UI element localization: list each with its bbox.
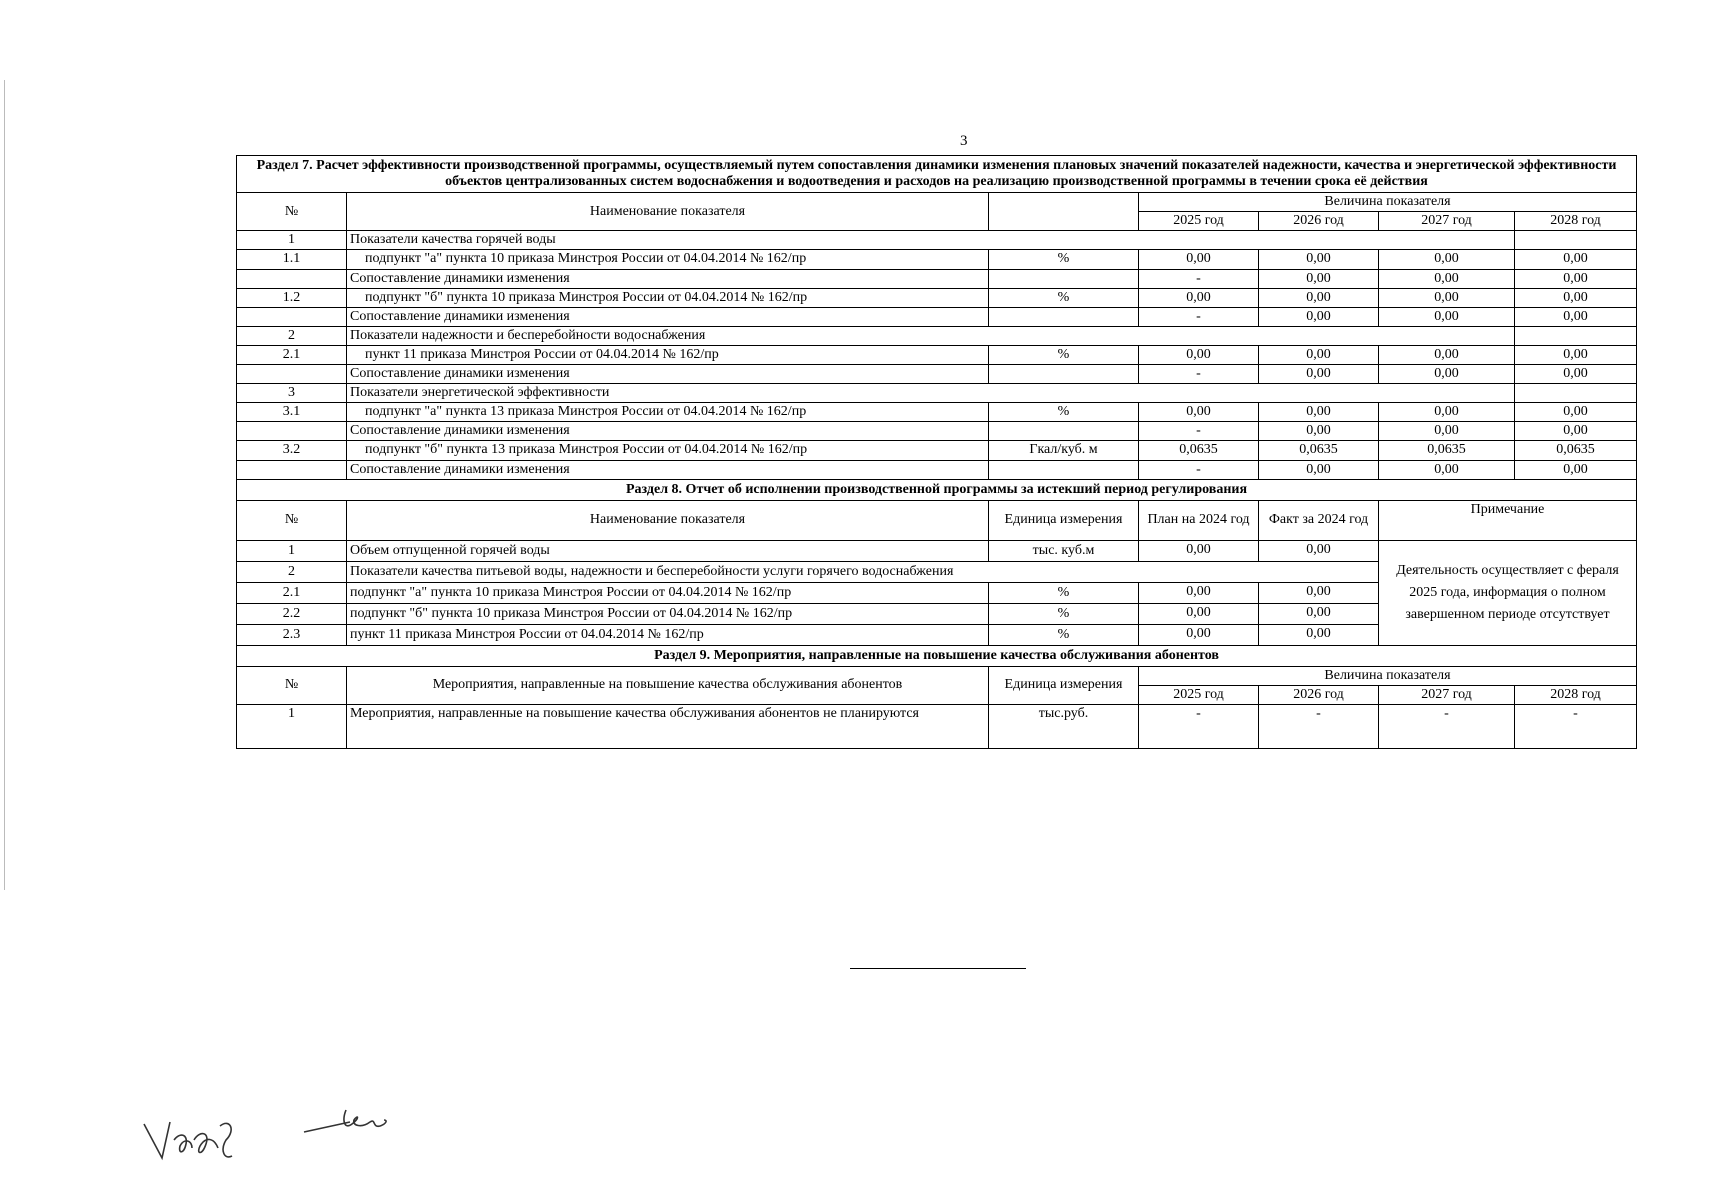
row-number bbox=[237, 307, 347, 326]
unit-cell: % bbox=[989, 288, 1139, 307]
col-unit-header: Единица измерения bbox=[989, 500, 1139, 540]
value-cell: 0,00 bbox=[1139, 288, 1259, 307]
unit-cell: % bbox=[989, 345, 1139, 364]
value-cell: 0,00 bbox=[1259, 345, 1379, 364]
row-number: 2 bbox=[237, 326, 347, 345]
indicator-name: Сопоставление динамики изменения bbox=[347, 269, 989, 288]
col-unit-header bbox=[989, 193, 1139, 231]
unit-cell: Гкал/куб. м bbox=[989, 441, 1139, 460]
unit-cell: % bbox=[989, 582, 1139, 603]
value-cell: - bbox=[1379, 704, 1515, 748]
table-row bbox=[237, 250, 1637, 269]
unit-cell: % bbox=[989, 624, 1139, 645]
table-row bbox=[237, 704, 1637, 748]
value-cell: 0,00 bbox=[1379, 288, 1515, 307]
year-header: 2028 год bbox=[1515, 685, 1637, 704]
year-header: 2028 год bbox=[1515, 212, 1637, 231]
indicator-name: подпункт "б" пункта 10 приказа Минстроя России от 04.04.2014 № 162/пр bbox=[347, 288, 989, 307]
value-cell: 0,00 bbox=[1379, 307, 1515, 326]
value-cell: 0,00 bbox=[1379, 422, 1515, 441]
value-cell: 0,00 bbox=[1259, 403, 1379, 422]
note-cell: Деятельность осуществляет с фераля 2025 года, информация о полном завершенном периоде отсутствует bbox=[1379, 540, 1637, 645]
indicator-name: пункт 11 приказа Минстроя России от 04.04.2014 № 162/пр bbox=[347, 624, 989, 645]
unit-cell bbox=[989, 307, 1139, 326]
group-title: Показатели надежности и бесперебойности водоснабжения bbox=[347, 326, 1515, 345]
value-cell: 0,00 bbox=[1515, 365, 1637, 384]
value-cell: 0,0635 bbox=[1379, 441, 1515, 460]
col-num-header: № bbox=[237, 666, 347, 704]
year-header: 2025 год bbox=[1139, 685, 1259, 704]
row-number: 2.1 bbox=[237, 582, 347, 603]
year-header: 2026 год bbox=[1259, 212, 1379, 231]
value-cell: 0,00 bbox=[1259, 288, 1379, 307]
value-cell: 0,00 bbox=[1379, 365, 1515, 384]
value-cell: 0,00 bbox=[1259, 250, 1379, 269]
unit-cell bbox=[989, 422, 1139, 441]
row-number: 2.3 bbox=[237, 624, 347, 645]
value-cell: 0,0635 bbox=[1139, 441, 1259, 460]
value-cell: - bbox=[1259, 704, 1379, 748]
row-number: 3.2 bbox=[237, 441, 347, 460]
value-cell: 0,00 bbox=[1515, 250, 1637, 269]
value-cell: - bbox=[1139, 269, 1259, 288]
handwritten-signature-2 bbox=[300, 1100, 410, 1140]
row-number: 2.1 bbox=[237, 345, 347, 364]
table-row bbox=[237, 365, 1637, 384]
section8-header-row bbox=[237, 500, 1637, 540]
main-table bbox=[236, 155, 1637, 749]
separator-line bbox=[850, 968, 1026, 969]
col-note-header: Примечание bbox=[1379, 500, 1637, 540]
unit-cell: тыс. куб.м bbox=[989, 540, 1139, 561]
section7-title-row bbox=[237, 156, 1637, 193]
year-header: 2027 год bbox=[1379, 212, 1515, 231]
table-row bbox=[237, 441, 1637, 460]
year-header: 2025 год bbox=[1139, 212, 1259, 231]
value-cell: 0,00 bbox=[1379, 269, 1515, 288]
col-num-header: № bbox=[237, 500, 347, 540]
value-cell: - bbox=[1139, 422, 1259, 441]
table-row bbox=[237, 422, 1637, 441]
unit-cell: % bbox=[989, 250, 1139, 269]
group-title: Показатели качества питьевой воды, надежности и бесперебойности услуги горячего водоснабжения bbox=[347, 561, 1379, 582]
value-cell: 0,00 bbox=[1515, 460, 1637, 479]
indicator-name: подпункт "б" пункта 10 приказа Минстроя России от 04.04.2014 № 162/пр bbox=[347, 603, 989, 624]
table-row bbox=[237, 288, 1637, 307]
indicator-name: Сопоставление динамики изменения bbox=[347, 307, 989, 326]
table-row bbox=[237, 345, 1637, 364]
table-body bbox=[237, 156, 1637, 749]
activity-name: Мероприятия, направленные на повышение качества обслуживания абонентов не планируются bbox=[347, 704, 989, 748]
col-name-header: Наименование показателя bbox=[347, 500, 989, 540]
year-header: 2027 год bbox=[1379, 685, 1515, 704]
unit-cell bbox=[989, 460, 1139, 479]
row-number bbox=[237, 422, 347, 441]
indicator-name: пункт 11 приказа Минстроя России от 04.04.2014 № 162/пр bbox=[347, 345, 989, 364]
empty-cell bbox=[1515, 231, 1637, 250]
value-cell: 0,00 bbox=[1259, 365, 1379, 384]
section7-title: Раздел 7. Расчет эффективности производственной программы, осуществляемый путем сопоставления динамики изменения плановых значений показателей надежности, качества и энергетической эффективности объектов централизованных систем водоснабжения и водоотведения и расходов на реализацию производственной программы в течении срока её действия bbox=[237, 156, 1637, 193]
indicator-name: подпункт "а" пункта 13 приказа Минстроя России от 04.04.2014 № 162/пр bbox=[347, 403, 989, 422]
document-body bbox=[236, 155, 1636, 749]
empty-cell bbox=[1515, 326, 1637, 345]
unit-cell: % bbox=[989, 403, 1139, 422]
value-cell: 0,00 bbox=[1259, 422, 1379, 441]
indicator-name: подпункт "а" пункта 10 приказа Минстроя России от 04.04.2014 № 162/пр bbox=[347, 582, 989, 603]
plan-value: 0,00 bbox=[1139, 540, 1259, 561]
value-cell: 0,00 bbox=[1515, 307, 1637, 326]
col-fact-header: Факт за 2024 год bbox=[1259, 500, 1379, 540]
value-cell: 0,00 bbox=[1139, 345, 1259, 364]
value-cell: 0,00 bbox=[1515, 288, 1637, 307]
indicator-name: Сопоставление динамики изменения bbox=[347, 422, 989, 441]
row-number: 1 bbox=[237, 540, 347, 561]
col-num-header: № bbox=[237, 193, 347, 231]
value-cell: - bbox=[1139, 307, 1259, 326]
value-cell: 0,00 bbox=[1259, 460, 1379, 479]
plan-value: 0,00 bbox=[1139, 582, 1259, 603]
value-cell: 0,0635 bbox=[1259, 441, 1379, 460]
value-cell: 0,00 bbox=[1379, 250, 1515, 269]
table-row bbox=[237, 384, 1637, 403]
table-row bbox=[237, 540, 1637, 561]
section7-header-row bbox=[237, 193, 1637, 212]
value-cell: 0,00 bbox=[1379, 403, 1515, 422]
table-row bbox=[237, 231, 1637, 250]
indicator-name: Сопоставление динамики изменения bbox=[347, 365, 989, 384]
value-cell: 0,00 bbox=[1259, 307, 1379, 326]
value-cell: 0,00 bbox=[1515, 422, 1637, 441]
value-cell: - bbox=[1139, 704, 1259, 748]
value-cell: 0,00 bbox=[1515, 345, 1637, 364]
year-header: 2026 год bbox=[1259, 685, 1379, 704]
group-title: Показатели энергетической эффективности bbox=[347, 384, 1515, 403]
section9-title: Раздел 9. Мероприятия, направленные на повышение качества обслуживания абонентов bbox=[237, 645, 1637, 666]
value-cell: - bbox=[1139, 365, 1259, 384]
value-cell: 0,00 bbox=[1259, 269, 1379, 288]
value-cell: 0,00 bbox=[1515, 269, 1637, 288]
row-number bbox=[237, 269, 347, 288]
section8-title-row bbox=[237, 479, 1637, 500]
row-number: 1 bbox=[237, 231, 347, 250]
plan-value: 0,00 bbox=[1139, 624, 1259, 645]
page-number: 3 bbox=[960, 133, 968, 149]
row-number: 3.1 bbox=[237, 403, 347, 422]
table-row bbox=[237, 403, 1637, 422]
unit-cell: тыс.руб. bbox=[989, 704, 1139, 748]
col-plan-header: План на 2024 год bbox=[1139, 500, 1259, 540]
unit-cell bbox=[989, 365, 1139, 384]
value-cell: 0,0635 bbox=[1515, 441, 1637, 460]
table-row bbox=[237, 269, 1637, 288]
handwritten-signature-1 bbox=[140, 1110, 260, 1170]
indicator-name: Объем отпущенной горячей воды bbox=[347, 540, 989, 561]
table-row bbox=[237, 326, 1637, 345]
row-number: 3 bbox=[237, 384, 347, 403]
unit-cell: % bbox=[989, 603, 1139, 624]
empty-cell bbox=[1515, 384, 1637, 403]
value-cell: 0,00 bbox=[1515, 403, 1637, 422]
row-number bbox=[237, 365, 347, 384]
group-title: Показатели качества горячей воды bbox=[347, 231, 1515, 250]
indicator-name: подпункт "а" пункта 10 приказа Минстроя России от 04.04.2014 № 162/пр bbox=[347, 250, 989, 269]
col-unit-header: Единица измерения bbox=[989, 666, 1139, 704]
row-number: 2 bbox=[237, 561, 347, 582]
indicator-name: Сопоставление динамики изменения bbox=[347, 460, 989, 479]
plan-value: 0,00 bbox=[1139, 603, 1259, 624]
value-cell: 0,00 bbox=[1139, 403, 1259, 422]
col-name-header: Мероприятия, направленные на повышение качества обслуживания абонентов bbox=[347, 666, 989, 704]
row-number: 1.1 bbox=[237, 250, 347, 269]
row-number: 1.2 bbox=[237, 288, 347, 307]
table-row bbox=[237, 307, 1637, 326]
col-value-header: Величина показателя bbox=[1139, 666, 1637, 685]
value-cell: 0,00 bbox=[1379, 345, 1515, 364]
row-number: 1 bbox=[237, 704, 347, 748]
table-row bbox=[237, 460, 1637, 479]
value-cell: 0,00 bbox=[1139, 250, 1259, 269]
value-cell: 0,00 bbox=[1379, 460, 1515, 479]
col-name-header: Наименование показателя bbox=[347, 193, 989, 231]
fact-value: 0,00 bbox=[1259, 582, 1379, 603]
row-number: 2.2 bbox=[237, 603, 347, 624]
value-cell: - bbox=[1139, 460, 1259, 479]
value-cell: - bbox=[1515, 704, 1637, 748]
row-number bbox=[237, 460, 347, 479]
section8-title: Раздел 8. Отчет об исполнении производственной программы за истекший период регулирования bbox=[237, 479, 1637, 500]
fact-value: 0,00 bbox=[1259, 603, 1379, 624]
fact-value: 0,00 bbox=[1259, 540, 1379, 561]
section9-title-row bbox=[237, 645, 1637, 666]
col-value-header: Величина показателя bbox=[1139, 193, 1637, 212]
section9-header-row bbox=[237, 666, 1637, 685]
unit-cell bbox=[989, 269, 1139, 288]
fact-value: 0,00 bbox=[1259, 624, 1379, 645]
indicator-name: подпункт "б" пункта 13 приказа Минстроя России от 04.04.2014 № 162/пр bbox=[347, 441, 989, 460]
scan-edge-mark bbox=[4, 80, 5, 890]
